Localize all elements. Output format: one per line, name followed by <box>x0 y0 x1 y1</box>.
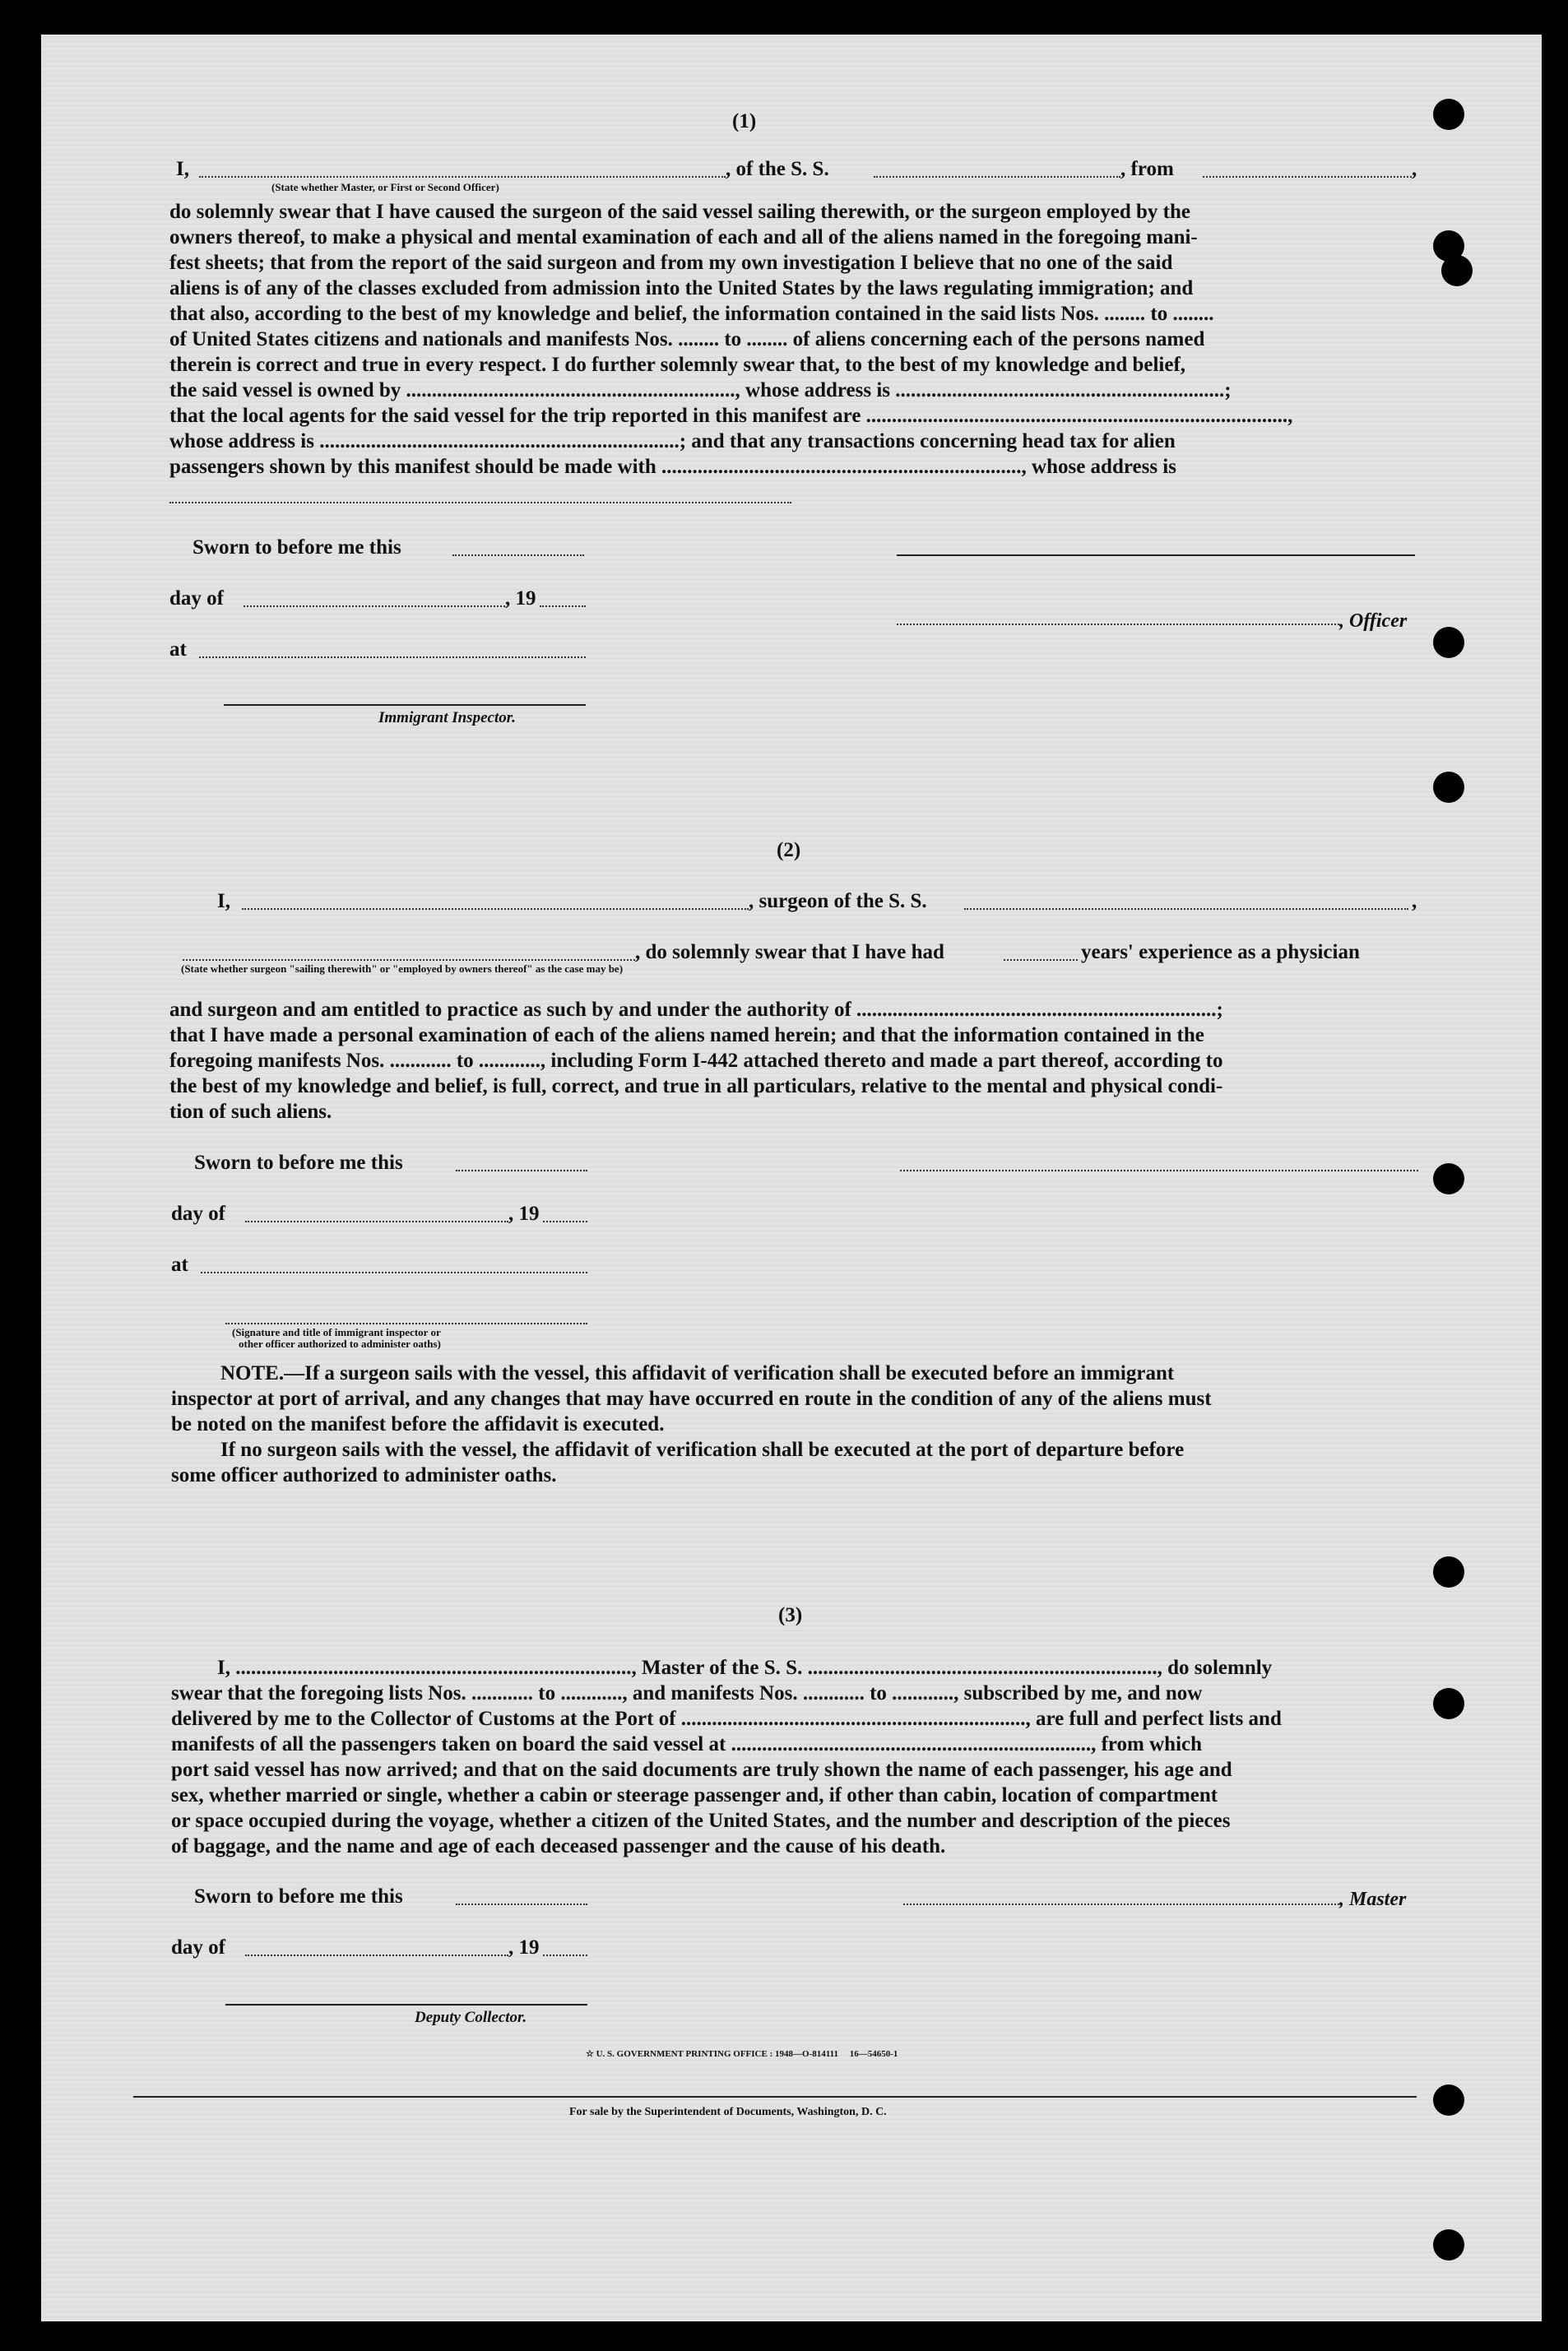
experience-label: years' experience as a physician <box>1081 941 1360 963</box>
day-of-line <box>245 1221 508 1222</box>
signature-note-2: other officer authorized to administer oaths) <box>239 1338 441 1350</box>
year-label: , 19 <box>508 1936 540 1959</box>
oath-line: tion of such aliens. <box>169 1101 332 1123</box>
collector-signature-line <box>225 2004 587 2006</box>
punch-hole <box>1433 772 1464 803</box>
note-line: If no surgeon sails with the vessel, the affidavit of verification shall be executed at the port of departure before <box>220 1439 1185 1461</box>
surgeon-note: (State whether surgeon "sailing therewith" or "employed by owners thereof" as the case may be) <box>181 962 624 975</box>
section-1-comma: , <box>1412 158 1417 180</box>
officer-signature-line <box>897 554 1415 556</box>
note-line: be noted on the manifest before the affidavit is executed. <box>171 1413 665 1435</box>
footer-rule <box>133 2096 1417 2098</box>
surgeon-signature-line <box>900 1170 1418 1171</box>
punch-hole <box>1433 2229 1464 2261</box>
oath-line: do solemnly swear that I have caused the surgeon of the said vessel sailing therewith, or the surgeon employed by the <box>169 201 1190 223</box>
oath-line: and surgeon and am entitled to practice as such by and under the authority of ......................................................................; <box>169 999 1223 1021</box>
oath-line: manifests of all the passengers taken on board the said vessel at ......................................................................, from which <box>171 1733 1203 1755</box>
section-1-from-label: , from <box>1120 158 1174 180</box>
years-line <box>1004 959 1078 961</box>
oath-line: delivered by me to the Collector of Customs at the Port of ..................................................................., are full and perfect lists and <box>171 1708 1282 1730</box>
surgeon-name-line <box>242 908 749 910</box>
master-signature-line <box>903 1904 1339 1905</box>
day-of-label: day of <box>171 1203 225 1225</box>
oath-line: that also, according to the best of my knowledge and belief, the information contained in the said lists Nos. ........ to ........ <box>169 303 1214 325</box>
section-2-i-label: I, <box>217 890 230 912</box>
year-line <box>543 1955 587 1956</box>
surgeon-vessel-line <box>964 908 1408 910</box>
at-label: at <box>171 1254 188 1276</box>
oath-line: that the local agents for the said vessel for the trip reported in this manifest are .................................................................................., <box>169 405 1293 427</box>
sworn-label: Sworn to before me this <box>193 536 401 559</box>
deputy-collector-label: Deputy Collector. <box>415 2009 527 2026</box>
punch-hole <box>1433 1688 1464 1719</box>
oath-line: therein is correct and true in every respect. I do further solemnly swear that, to the best of my knowledge and belief, <box>169 354 1186 376</box>
oath-line: owners thereof, to make a physical and mental examination of each and all of the aliens named in the foregoing mani- <box>169 226 1198 248</box>
oath-line: foregoing manifests Nos. ............ to ............, including Form I-442 attached thereto and made a part thereof, according to <box>169 1050 1223 1072</box>
oath-line: of baggage, and the name and age of each deceased passenger and the cause of his death. <box>171 1835 946 1857</box>
officer-title-line <box>897 624 1339 625</box>
year-line <box>543 1221 587 1222</box>
section-1-i-label: I, <box>176 158 189 180</box>
master-label: , Master <box>1339 1889 1407 1910</box>
day-of-line <box>244 605 505 607</box>
officer-name-line <box>199 176 726 178</box>
at-line <box>199 656 586 658</box>
sworn-date-line <box>456 1904 587 1905</box>
inspector-signature-line <box>224 704 586 706</box>
day-of-label: day of <box>169 587 224 610</box>
oath-line: aliens is of any of the classes excluded from admission into the United States by the laws regulating immigration; and <box>169 277 1194 299</box>
section-3-number: (3) <box>778 1604 803 1626</box>
punch-hole <box>1433 2084 1464 2116</box>
day-of-line <box>245 1955 508 1956</box>
note-line: some officer authorized to administer oaths. <box>171 1464 557 1486</box>
oath-line: the said vessel is owned by ................................................................, whose address is ................................................................; <box>169 379 1232 401</box>
at-line <box>201 1272 587 1273</box>
year-label: , 19 <box>505 587 536 610</box>
at-label: at <box>169 638 187 661</box>
oath-line: fest sheets; that from the report of the said surgeon and from my own investigation I believe that no one of the said <box>169 252 1173 274</box>
swear-label: , do solemnly swear that I have had <box>635 941 944 963</box>
section-1-oath-text <box>169 199 1420 480</box>
punch-hole <box>1433 1556 1464 1588</box>
officer-note: (State whether Master, or First or Second Officer) <box>271 181 499 193</box>
oath-line: or space occupied during the voyage, whether a citizen of the United States, and the number and description of the pieces <box>171 1810 1231 1832</box>
punch-hole <box>1433 99 1464 130</box>
section-2-comma: , <box>1412 890 1417 912</box>
oath-line: of United States citizens and nationals and manifests Nos. ........ to ........ of aliens concerning each of the persons named <box>169 328 1205 350</box>
oath-line: swear that the foregoing lists Nos. ............ to ............, and manifests Nos. ............ to ............, subscribed by me, and now <box>171 1682 1203 1704</box>
section-3-oath-text <box>171 1655 1422 1859</box>
sworn-label: Sworn to before me this <box>194 1152 403 1174</box>
oath-line: the best of my knowledge and belief, is full, correct, and true in all particulars, relative to the mental and physical condi- <box>169 1075 1223 1097</box>
officer-label: , Officer <box>1339 610 1408 632</box>
sworn-date-line <box>456 1170 587 1171</box>
surgeon-of-label: , surgeon of the S. S. <box>749 890 927 912</box>
sworn-label: Sworn to before me this <box>194 1885 403 1908</box>
oath-line: that I have made a personal examination of each of the aliens named herein; and that the information contained in the <box>169 1024 1204 1046</box>
signature-note-1: (Signature and title of immigrant inspector or <box>232 1326 441 1338</box>
section-1-number: (1) <box>732 110 757 132</box>
oath-line: whose address is ......................................................................; and that any transactions concerning head tax for alien <box>169 430 1176 452</box>
surgeon-status-line <box>183 959 635 961</box>
punch-hole <box>1441 255 1473 286</box>
day-of-label: day of <box>171 1936 225 1959</box>
immigrant-inspector-label: Immigrant Inspector. <box>378 709 516 726</box>
surgeon-note-text <box>171 1361 1422 1488</box>
oath-line: port said vessel has now arrived; and that on the said documents are truly shown the name of each passenger, his age and <box>171 1759 1232 1781</box>
form-page <box>41 35 1542 2321</box>
inspector-signature-line <box>225 1323 587 1324</box>
address-continuation-line <box>169 502 791 503</box>
punch-hole <box>1433 627 1464 658</box>
year-line <box>540 605 586 607</box>
note-line: NOTE.—If a surgeon sails with the vessel, this affidavit of verification shall be executed before an immigrant <box>220 1362 1175 1384</box>
oath-line: sex, whether married or single, whether a cabin or steerage passenger and, if other than cabin, location of compartment <box>171 1784 1218 1806</box>
section-2-oath-text <box>169 997 1420 1124</box>
from-port-line <box>1203 176 1412 178</box>
section-1-ss-label: , of the S. S. <box>726 158 829 180</box>
punch-hole <box>1433 1163 1464 1194</box>
oath-line: I, ............................................................................., Master of the S. S. ...................................................................., do solemnly <box>217 1657 1273 1679</box>
printing-office-imprint: ☆ U. S. GOVERNMENT PRINTING OFFICE : 1948—O-814111 16—54650-1 <box>586 2049 898 2059</box>
year-label: , 19 <box>508 1203 540 1225</box>
vessel-name-line <box>874 176 1120 178</box>
oath-line: passengers shown by this manifest should be made with ......................................................................, whose address is <box>169 456 1176 478</box>
sworn-date-line <box>452 554 584 556</box>
note-line: inspector at port of arrival, and any changes that may have occurred en route in the condition of any of the aliens must <box>171 1388 1212 1410</box>
section-2-number: (2) <box>777 839 801 861</box>
sale-notice: For sale by the Superintendent of Documents, Washington, D. C. <box>569 2106 887 2118</box>
